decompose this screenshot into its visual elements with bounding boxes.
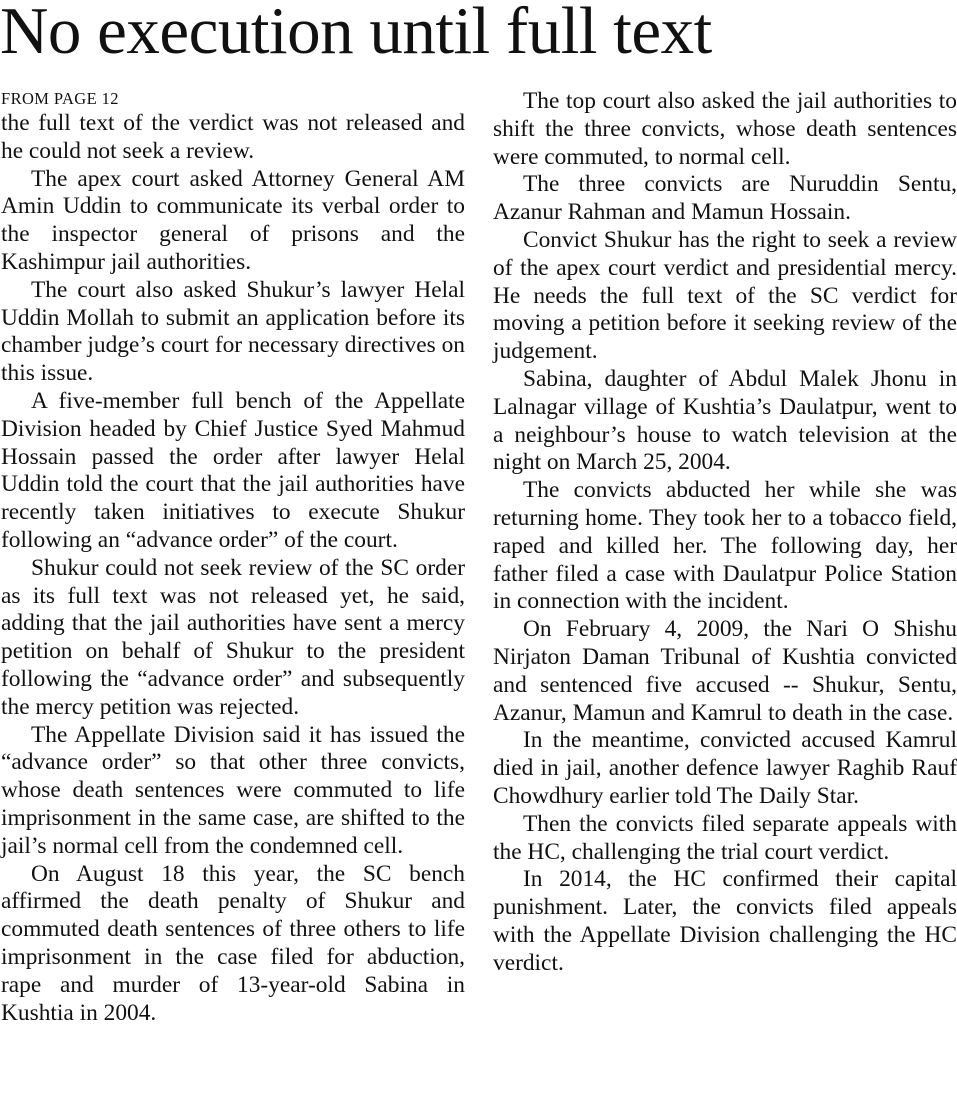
headline: No execution until full text xyxy=(0,0,712,68)
paragraph: The convicts abducted her while she was returning home. They took her to a tobacco field, raped and killed her. The following day, her father filed a case with Daulatpur Police Station in connection with the incident. xyxy=(493,477,957,615)
paragraph: The apex court asked Attorney General AM Amin Uddin to communicate its verbal order to the inspector general of prisons and the Kashimpur jail authorities. xyxy=(1,165,465,275)
paragraph: The three convicts are Nuruddin Sentu, Azanur Rahman and Mamun Hossain. xyxy=(493,171,957,226)
paragraph: The Appellate Division said it has issued the “advance order” so that other three convicts, whose death sentences were commuted to life imprisonment in the same case, are shifted to the jail’s normal cell from the condemned cell. xyxy=(1,721,465,859)
paragraph: Convict Shukur has the right to seek a review of the apex court verdict and presidential mercy. He needs the full text of the SC verdict for moving a petition before it seeking review of the judgement. xyxy=(493,226,957,365)
paragraph: Sabina, daughter of Abdul Malek Jhonu in Lalnagar village of Kushtia’s Daulatpur, went to a neighbour’s house to watch television at the night on March 25, 2004. xyxy=(493,365,957,476)
continued-from-label: FROM PAGE 12 xyxy=(1,89,119,108)
article-column-left xyxy=(1,88,465,1027)
paragraph: A five-member full bench of the Appellate Division headed by Chief Justice Syed Mahmud Hossain passed the order after lawyer Helal Uddin told the court that the jail authorities have recently taken initiatives to execute Shukur following an “advance order” of the court. xyxy=(1,387,465,553)
paragraph: Then the convicts filed separate appeals with the HC, challenging the trial court verdict. xyxy=(493,810,957,865)
article-column-right xyxy=(493,88,957,978)
paragraph: Shukur could not seek review of the SC order as its full text was not released yet, he said, adding that the jail authorities have sent a mercy petition on behalf of Shukur to the president following the “advance order” and subsequently the mercy petition was rejected. xyxy=(1,554,465,720)
paragraph: In the meantime, convicted accused Kamrul died in jail, another defence lawyer Raghib Rauf Chowdhury earlier told The Daily Star. xyxy=(493,727,957,809)
paragraph: On February 4, 2009, the Nari O Shishu Nirjaton Daman Tribunal of Kushtia convicted and sentenced five accused -- Shukur, Sentu, Azanur, Mamun and Kamrul to death in the case. xyxy=(493,616,957,726)
paragraph: The top court also asked the jail authorities to shift the three convicts, whose death sentences were commuted, to normal cell. xyxy=(493,88,957,170)
paragraph: On August 18 this year, the SC bench affirmed the death penalty of Shukur and commuted death sentences of three others to life imprisonment in the case filed for abduction, rape and murder of 13-year-old Sabina in Kushtia in 2004. xyxy=(1,860,465,1026)
paragraph: The court also asked Shukur’s lawyer Helal Uddin Mollah to submit an application before its chamber judge’s court for necessary directives on this issue. xyxy=(1,276,465,387)
paragraph: the full text of the verdict was not released and he could not seek a review. xyxy=(1,110,465,164)
paragraph: In 2014, the HC confirmed their capital punishment. Later, the convicts filed appeals with the Appellate Division challenging the HC verdict. xyxy=(493,866,957,976)
